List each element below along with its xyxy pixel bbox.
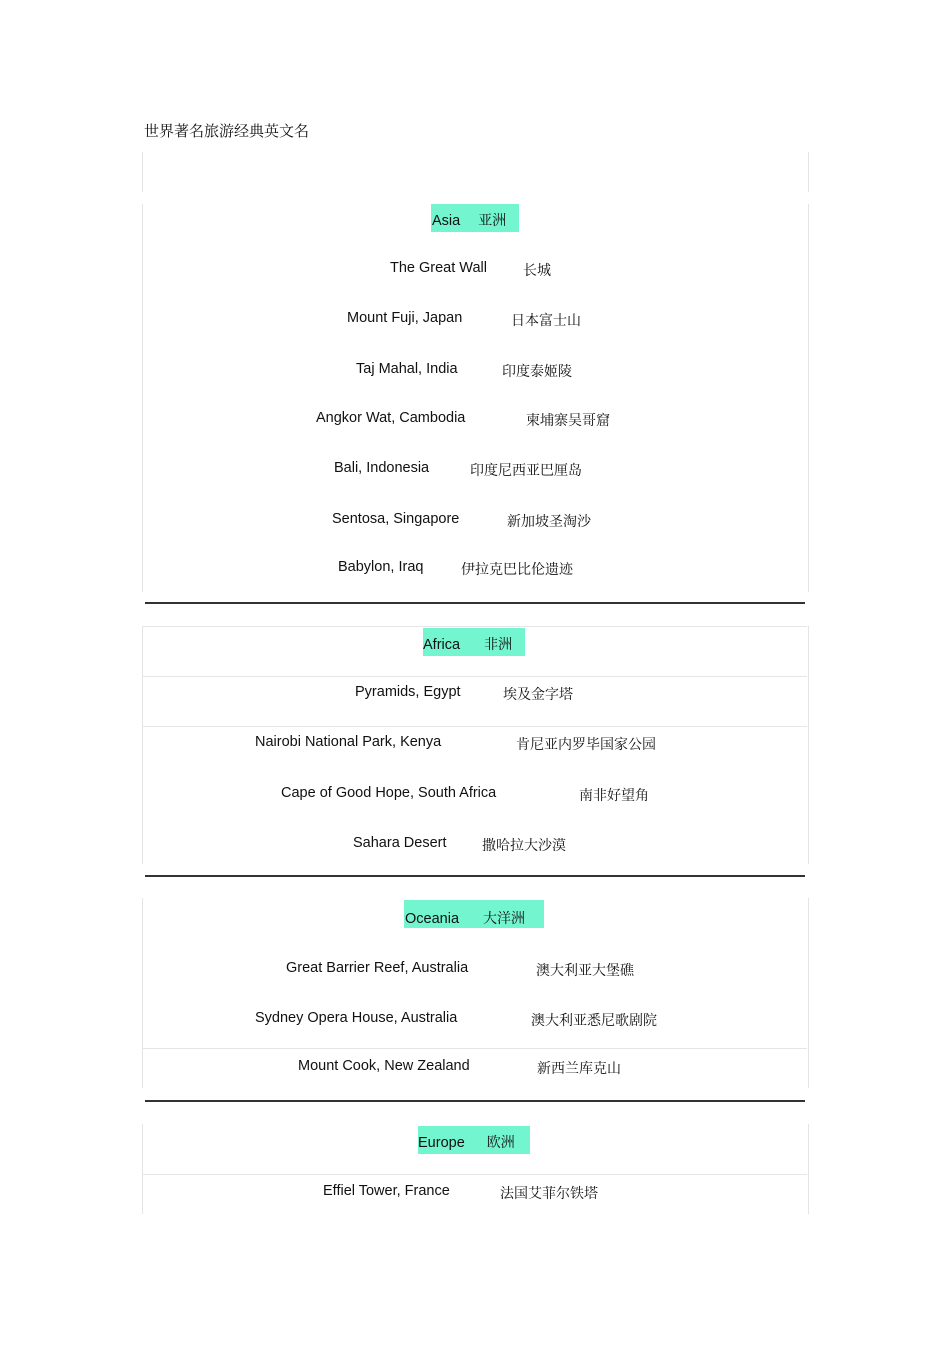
- heading-en: Asia: [432, 213, 461, 229]
- item-en: Nairobi National Park, Kenya: [255, 734, 442, 750]
- list-item: [142, 509, 807, 533]
- item-zh: 柬埔寨吴哥窟: [526, 413, 610, 429]
- heading-en: Africa: [423, 637, 461, 653]
- list-item: [142, 732, 807, 756]
- item-en: Pyramids, Egypt: [355, 684, 461, 700]
- item-en: Babylon, Iraq: [338, 559, 424, 575]
- item-zh: 伊拉克巴比伦遗迹: [461, 562, 573, 578]
- list-item: [142, 258, 807, 282]
- section-heading-africa: [423, 634, 512, 654]
- item-en: Cape of Good Hope, South Africa: [281, 785, 497, 801]
- item-en: Effiel Tower, France: [323, 1183, 450, 1199]
- list-item: [142, 1181, 807, 1205]
- page-title: 世界著名旅游经典英文名: [144, 122, 310, 140]
- row-rule: [142, 626, 807, 627]
- item-zh: 埃及金字塔: [503, 687, 573, 703]
- list-item: [142, 557, 807, 581]
- list-item: [142, 458, 807, 482]
- item-zh: 印度泰姬陵: [502, 364, 572, 380]
- list-item: [142, 1008, 807, 1032]
- item-zh: 新西兰库克山: [537, 1061, 621, 1077]
- item-en: The Great Wall: [390, 260, 487, 276]
- heading-zh: 非洲: [484, 637, 513, 653]
- item-en: Great Barrier Reef, Australia: [286, 960, 469, 976]
- section-divider: [145, 875, 805, 877]
- item-en: Sentosa, Singapore: [332, 511, 460, 527]
- section-heading-oceania: [405, 908, 525, 928]
- section-heading-europe: [418, 1132, 515, 1152]
- section-heading-asia: [432, 210, 506, 230]
- row-rule: [142, 1048, 807, 1049]
- list-item: [142, 408, 807, 432]
- row-rule: [142, 1174, 807, 1175]
- item-zh: 撒哈拉大沙漠: [482, 838, 566, 854]
- table-frame-top: [142, 152, 809, 192]
- item-zh: 长城: [523, 263, 551, 279]
- row-rule: [142, 726, 807, 727]
- item-zh: 南非好望角: [579, 788, 649, 804]
- section-divider: [145, 602, 805, 604]
- list-item: [142, 359, 807, 383]
- row-rule: [142, 676, 807, 677]
- item-en: Sydney Opera House, Australia: [255, 1010, 458, 1026]
- item-zh: 日本富士山: [511, 313, 581, 329]
- item-en: Mount Fuji, Japan: [347, 310, 463, 326]
- heading-zh: 大洋洲: [483, 911, 526, 927]
- heading-zh: 亚洲: [478, 213, 507, 229]
- item-zh: 澳大利亚悉尼歌剧院: [531, 1013, 657, 1029]
- list-item: [142, 1056, 807, 1080]
- item-zh: 澳大利亚大堡礁: [536, 963, 634, 979]
- item-zh: 新加坡圣淘沙: [507, 514, 591, 530]
- list-item: [142, 783, 807, 807]
- list-item: [142, 308, 807, 332]
- item-zh: 肯尼亚内罗毕国家公园: [516, 737, 656, 753]
- item-zh: 印度尼西亚巴厘岛: [470, 463, 582, 479]
- heading-en: Oceania: [405, 911, 460, 927]
- heading-zh: 欧洲: [486, 1135, 515, 1151]
- item-en: Taj Mahal, India: [356, 361, 458, 377]
- item-en: Sahara Desert: [353, 835, 447, 851]
- item-en: Bali, Indonesia: [334, 460, 430, 476]
- list-item: [142, 958, 807, 982]
- item-zh: 法国艾菲尔铁塔: [500, 1186, 598, 1202]
- section-divider: [145, 1100, 805, 1102]
- list-item: [142, 833, 807, 857]
- item-en: Mount Cook, New Zealand: [298, 1058, 470, 1074]
- heading-en: Europe: [418, 1135, 465, 1151]
- list-item: [142, 682, 807, 706]
- item-en: Angkor Wat, Cambodia: [316, 410, 466, 426]
